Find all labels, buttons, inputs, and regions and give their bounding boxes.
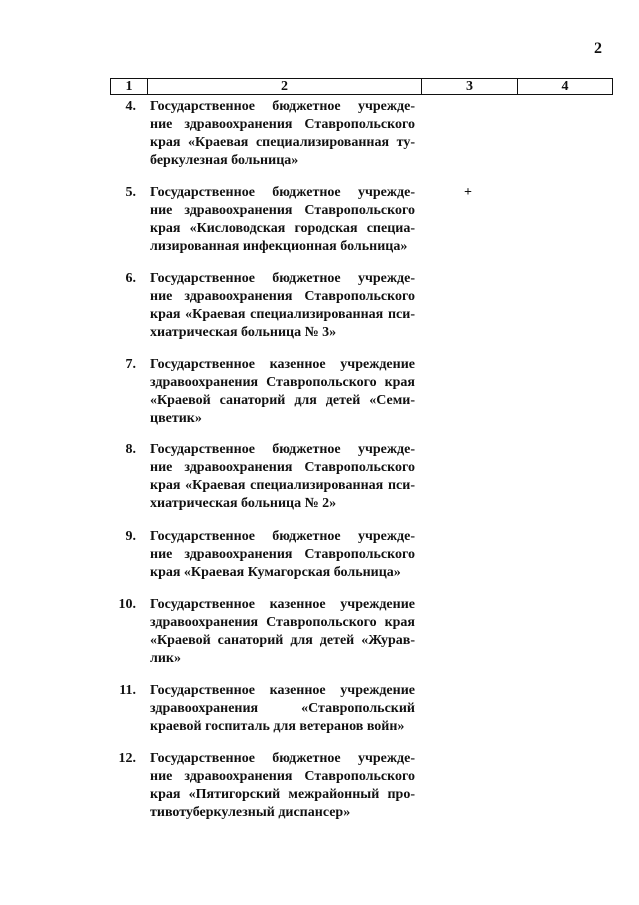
institution-name-line: ние здравоохранения Ставропольского xyxy=(150,117,415,132)
column-header-row xyxy=(111,79,613,95)
institution-name-line: краевой госпиталь для ветеранов войн» xyxy=(150,719,405,734)
institution-name-line: Государственное казенное учреждение xyxy=(150,597,415,612)
institution-name-line: края «Кисловодская городская специа- xyxy=(150,221,415,236)
institution-name-line: края «Краевая Кумагорская больница» xyxy=(150,565,401,580)
institution-name-line: здравоохранения Ставропольского края xyxy=(150,375,415,390)
institution-name-line: цветик» xyxy=(150,411,202,426)
institution-name-line: края «Краевая специализированная пси- xyxy=(150,307,415,322)
institution-name xyxy=(150,682,415,736)
institution-name xyxy=(150,98,415,170)
item-number: 9. xyxy=(125,529,136,544)
item-number: 7. xyxy=(125,357,136,372)
institution-name-line: здравоохранения «Ставропольский xyxy=(150,701,415,716)
column-header-table xyxy=(110,78,613,95)
institution-name-line: Государственное бюджетное учрежде- xyxy=(150,99,415,114)
institution-name-line: ние здравоохранения Ставропольского xyxy=(150,203,415,218)
institution-name-line: лик» xyxy=(150,651,181,666)
column-3-mark: + xyxy=(464,185,472,200)
page-number: 2 xyxy=(594,40,602,57)
institution-name xyxy=(150,750,415,822)
item-number: 11. xyxy=(119,683,136,698)
item-number: 10. xyxy=(118,597,136,612)
institution-name xyxy=(150,356,415,428)
institution-name xyxy=(150,528,415,582)
institution-name-line: Государственное бюджетное учрежде- xyxy=(150,271,415,286)
institution-name xyxy=(150,596,415,668)
column-header-2: 2 xyxy=(148,79,422,95)
institution-name-line: Государственное бюджетное учрежде- xyxy=(150,751,415,766)
institution-name xyxy=(150,270,415,342)
institution-name-line: Государственное казенное учреждение xyxy=(150,357,415,372)
institution-name-line: края «Пятигорский межрайонный про- xyxy=(150,787,415,802)
institution-name-line: ние здравоохранения Ставропольского xyxy=(150,769,415,784)
institution-name-line: Государственное бюджетное учрежде- xyxy=(150,185,415,200)
institution-name-line: здравоохранения Ставропольского края xyxy=(150,615,415,630)
institution-name-line: Государственное бюджетное учрежде- xyxy=(150,442,415,457)
column-header-4: 4 xyxy=(518,79,613,95)
item-number: 4. xyxy=(125,99,136,114)
institution-name-line: Государственное бюджетное учрежде- xyxy=(150,529,415,544)
institution-name-line: беркулезная больница» xyxy=(150,153,299,168)
institution-name-line: «Краевой санаторий для детей «Журав- xyxy=(150,633,415,648)
item-number: 5. xyxy=(125,185,136,200)
institution-name-line: ние здравоохранения Ставропольского xyxy=(150,547,415,562)
institution-name-line: ние здравоохранения Ставропольского xyxy=(150,460,415,475)
institution-name xyxy=(150,441,415,513)
institution-name-line: ние здравоохранения Ставропольского xyxy=(150,289,415,304)
item-number: 8. xyxy=(125,442,136,457)
item-number: 6. xyxy=(125,271,136,286)
institution-name-line: Государственное казенное учреждение xyxy=(150,683,415,698)
institution-name-line: хиатрическая больница № 2» xyxy=(150,496,337,511)
institution-name-line: тивотуберкулезный диспансер» xyxy=(150,805,351,820)
institution-name-line: хиатрическая больница № 3» xyxy=(150,325,337,340)
institution-name-line: края «Краевая специализированная пси- xyxy=(150,478,415,493)
institution-name xyxy=(150,184,415,256)
column-header-1: 1 xyxy=(111,79,148,95)
column-header-3: 3 xyxy=(422,79,518,95)
institution-name-line: лизированная инфекционная больница» xyxy=(150,239,408,254)
item-number: 12. xyxy=(118,751,136,766)
institution-name-line: «Краевой санаторий для детей «Семи- xyxy=(150,393,415,408)
institution-name-line: края «Краевая специализированная ту- xyxy=(150,135,415,150)
